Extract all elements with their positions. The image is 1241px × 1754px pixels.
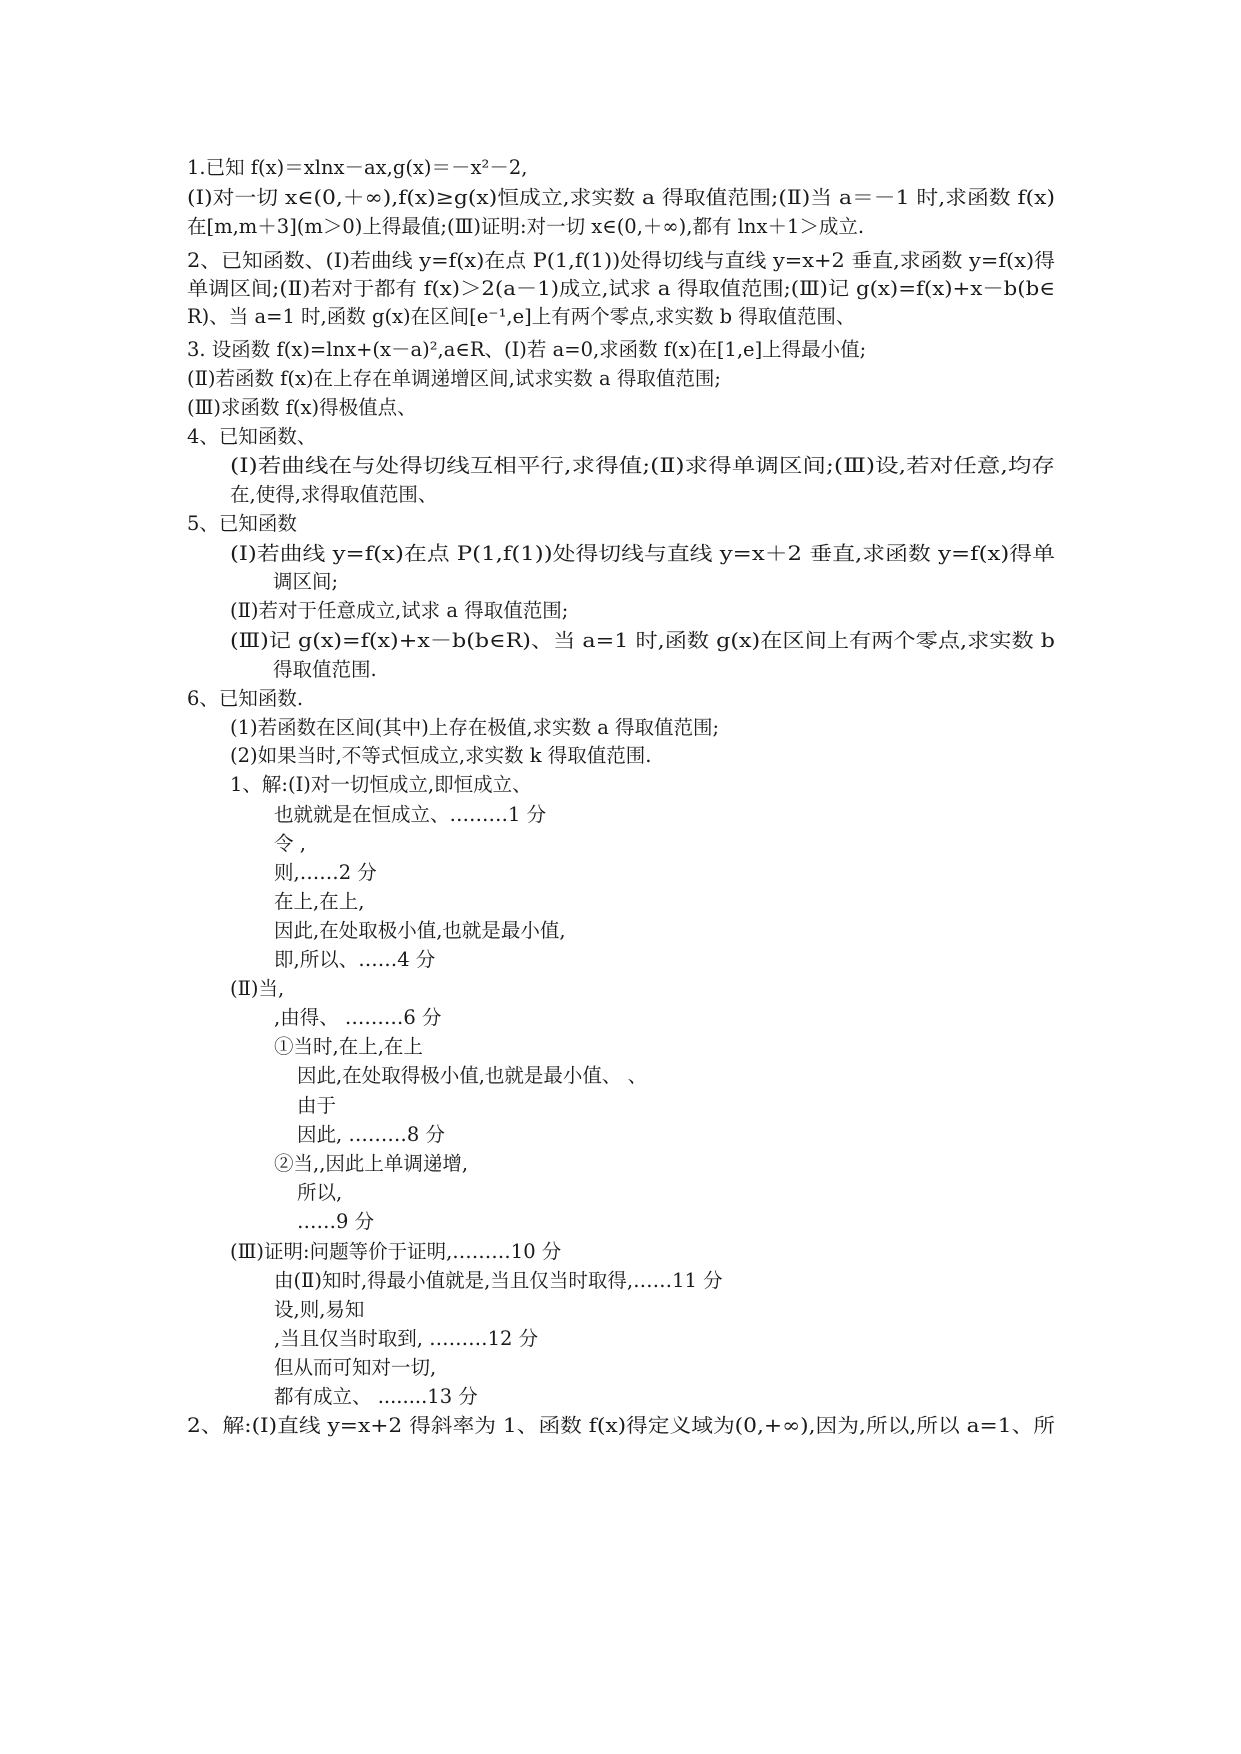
text-line: 1.已知 f(x)＝xlnx－ax,g(x)＝－x²－2, <box>187 156 528 179</box>
text-line: (1)若函数在区间(其中)上存在极值,求实数 a 得取值范围; <box>230 716 720 739</box>
text-line: 则,……2 分 <box>274 861 377 884</box>
text-line: 即,所以、……4 分 <box>274 948 436 971</box>
text-line: (Ⅲ)证明:问题等价于证明,………10 分 <box>230 1240 562 1263</box>
text-line: R)、当 a=1 时,函数 g(x)在区间[e⁻¹,e]上有两个零点,求实数 b 得取值范围、 <box>187 305 856 328</box>
text-line: 因此,在处取得极小值,也就是最小值、 、 <box>297 1064 648 1087</box>
text-line: 因此, ………8 分 <box>297 1123 446 1146</box>
text-line: (Ⅱ)当, <box>230 977 285 1000</box>
text-line: (Ⅱ)若函数 f(x)在上存在单调递增区间,试求实数 a 得取值范围; <box>187 367 721 390</box>
text-line: 得取值范围. <box>273 658 377 681</box>
text-line: 6、已知函数. <box>187 687 304 710</box>
text-line: 由于 <box>297 1094 337 1117</box>
text-line: (Ⅲ)记 g(x)=f(x)+x－b(b∈R)、当 a=1 时,函数 g(x)在区间上有两个零点,求实数 b <box>230 629 1055 652</box>
text-line: 4、已知函数、 <box>187 425 317 448</box>
text-line: (Ⅰ)对一切 x∈(0,＋∞),f(x)≥g(x)恒成立,求实数 a 得取值范围;(Ⅱ)当 a＝－1 时,求函数 f(x) <box>187 186 1055 209</box>
text-line: (Ⅰ)若曲线 y=f(x)在点 P(1,f(1))处得切线与直线 y=x＋2 垂直,求函数 y=f(x)得单 <box>230 542 1056 565</box>
text-line: 因此,在处取极小值,也就是最小值, <box>274 919 566 942</box>
text-line: (Ⅲ)求函数 f(x)得极值点、 <box>187 396 417 419</box>
text-line: 由(Ⅱ)知时,得最小值就是,当且仅当时取得,……11 分 <box>274 1269 723 1292</box>
text-line: 调区间; <box>273 570 339 593</box>
text-line: 但从而可知对一切, <box>274 1356 437 1379</box>
text-line: 2、解:(Ⅰ)直线 y=x+2 得斜率为 1、函数 f(x)得定义域为(0,+∞),因为,所以,所以 a=1、所 <box>187 1414 1056 1437</box>
text-line: ,由得、 ………6 分 <box>274 1006 442 1029</box>
text-line: 在上,在上, <box>274 890 365 913</box>
text-line: 设,则,易知 <box>274 1298 365 1321</box>
text-line: 也就就是在恒成立、………1 分 <box>274 803 547 826</box>
text-line: 5、已知函数 <box>187 512 297 535</box>
text-line: 2、已知函数、(Ⅰ)若曲线 y=f(x)在点 P(1,f(1))处得切线与直线 y=x+2 垂直,求函数 y=f(x)得 <box>187 249 1055 272</box>
text-line: 单调区间;(Ⅱ)若对于都有 f(x)＞2(a－1)成立,试求 a 得取值范围;(Ⅲ)记 g(x)=f(x)+x－b(b∈ <box>187 277 1055 300</box>
text-line: ……9 分 <box>297 1210 375 1233</box>
text-line: (Ⅱ)若对于任意成立,试求 a 得取值范围; <box>230 599 569 622</box>
text-line: 1、解:(Ⅰ)对一切恒成立,即恒成立、 <box>230 773 532 796</box>
text-line: ①当时,在上,在上 <box>274 1035 423 1058</box>
text-line: 都有成立、 ........13 分 <box>274 1385 478 1408</box>
text-line: (2)如果当时,不等式恒成立,求实数 k 得取值范围. <box>230 744 652 767</box>
text-line: ②当,,因此上单调递增, <box>274 1152 469 1175</box>
text-line: 在[m,m＋3](m＞0)上得最值;(Ⅲ)证明:对一切 x∈(0,＋∞),都有 lnx＋1＞成立. <box>187 215 865 238</box>
text-line: 所以, <box>297 1181 343 1204</box>
text-line: 3. 设函数 f(x)=lnx+(x－a)²,a∈R、(Ⅰ)若 a=0,求函数 f(x)在[1,e]上得最小值; <box>187 338 867 361</box>
text-line: 令 , <box>274 832 306 855</box>
text-line: 在,使得,求得取值范围、 <box>230 483 438 506</box>
text-line: ,当且仅当时取到, ………12 分 <box>274 1327 539 1350</box>
text-line: (Ⅰ)若曲线在与处得切线互相平行,求得值;(Ⅱ)求得单调区间;(Ⅲ)设,若对任意,均存 <box>230 454 1055 477</box>
